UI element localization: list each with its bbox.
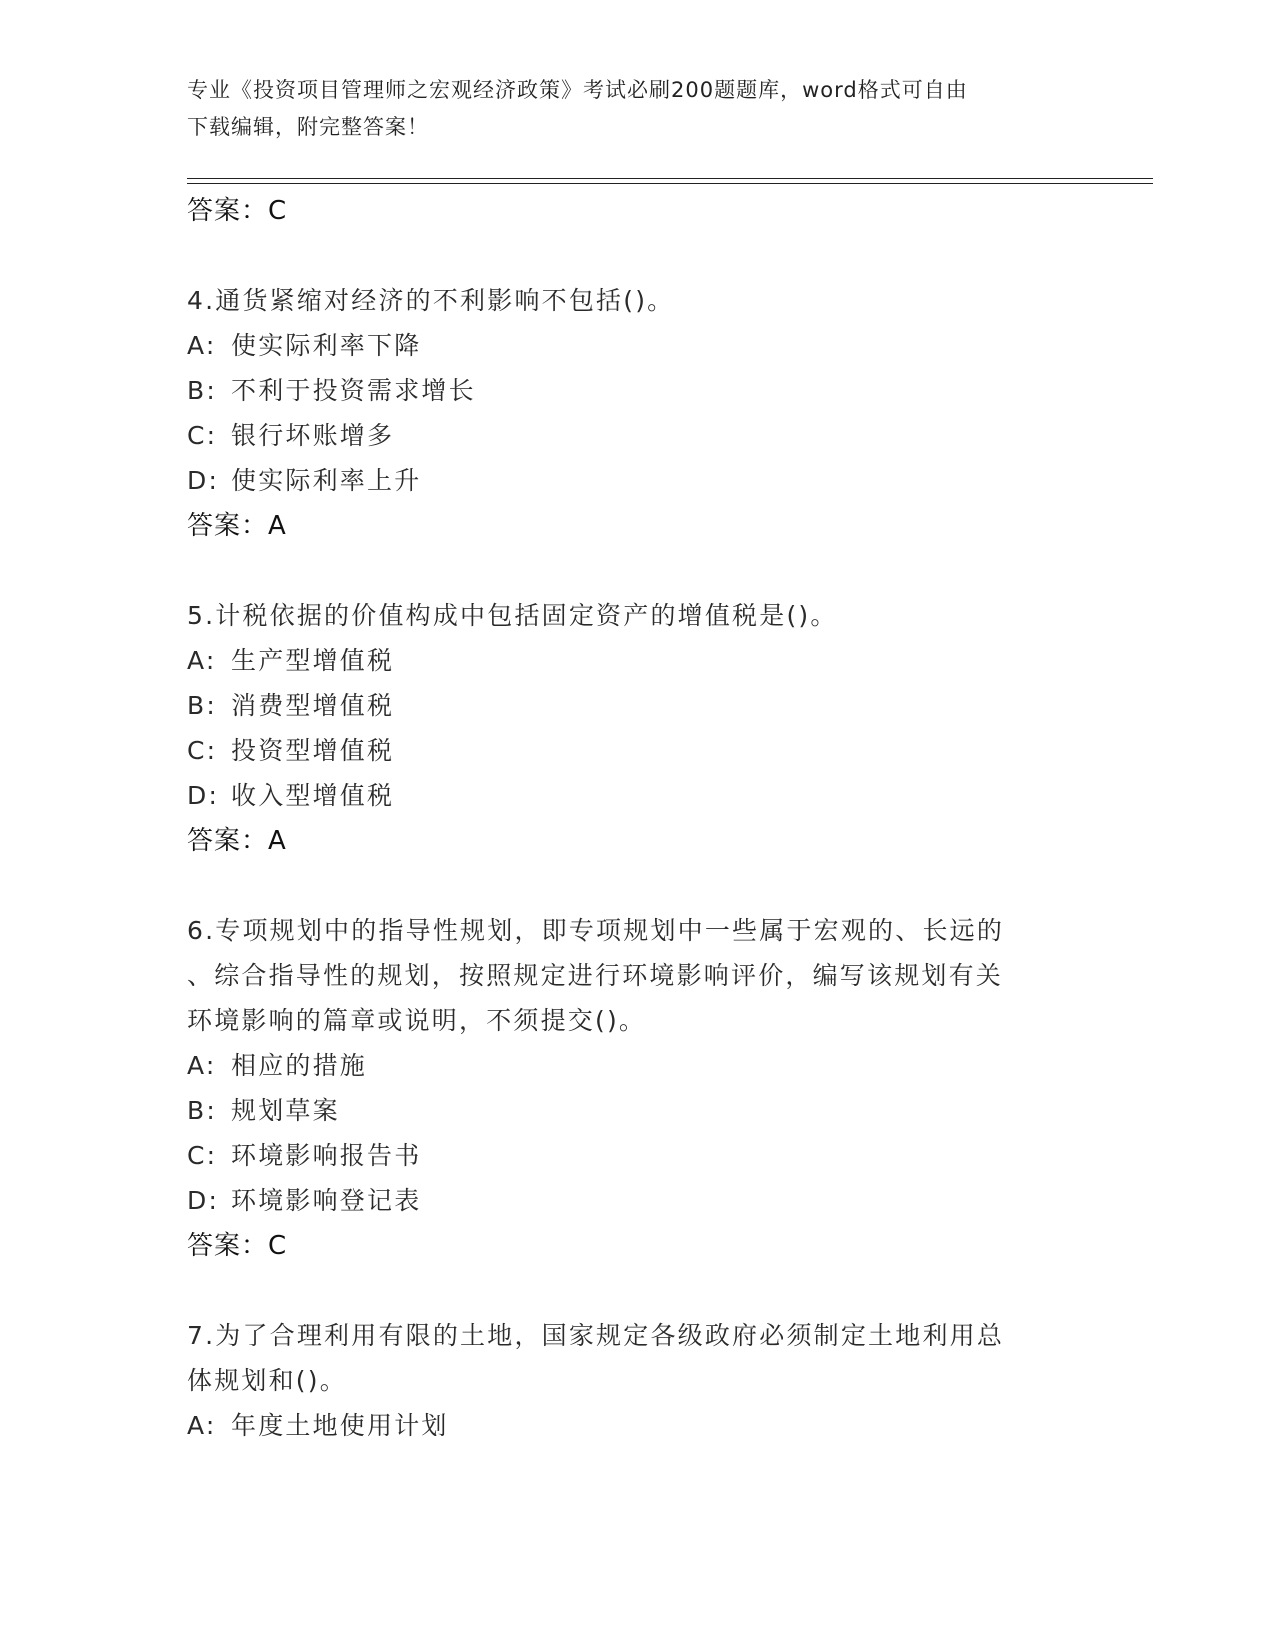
question-6: [187, 908, 1087, 1269]
option-letter: B:: [187, 376, 217, 405]
option-c: [187, 1133, 1087, 1178]
option-a: [187, 1403, 1087, 1448]
option-letter: D:: [187, 466, 220, 495]
option-text: 使实际利率下降: [231, 331, 422, 360]
option-text: 不利于投资需求增长: [231, 376, 476, 405]
answer-line: 答案：A: [187, 511, 287, 541]
option-d: [187, 773, 1087, 818]
question-line: 体规划和()。: [187, 1366, 347, 1395]
question-text: [187, 278, 1067, 323]
option-text: 规划草案: [231, 1096, 340, 1125]
header-line-1: 专业《投资项目管理师之宏观经济政策》考试必刷200题题库，word格式可自由: [187, 78, 968, 102]
option-text: 收入型增值税: [231, 781, 395, 810]
question-7: [187, 1313, 1087, 1448]
option-letter: A:: [187, 331, 217, 360]
answer-line: 答案：A: [187, 826, 287, 856]
option-b: [187, 1088, 1087, 1133]
option-text: 相应的措施: [231, 1051, 368, 1080]
option-c: [187, 413, 1087, 458]
question-text: [187, 908, 1067, 1043]
option-d: [187, 1178, 1087, 1223]
option-b: [187, 683, 1087, 728]
question-4: [187, 278, 1087, 549]
option-letter: A:: [187, 1051, 217, 1080]
option-letter: A:: [187, 646, 217, 675]
question-line: 7.为了合理利用有限的土地，国家规定各级政府必须制定土地利用总: [187, 1321, 1005, 1350]
option-d: [187, 458, 1087, 503]
option-letter: A:: [187, 1411, 217, 1440]
question-line: 、综合指导性的规划，按照规定进行环境影响评价，编写该规划有关: [187, 961, 1004, 990]
question-5: [187, 593, 1087, 864]
option-a: [187, 638, 1087, 683]
option-letter: D:: [187, 1186, 220, 1215]
question-line: 4.通货紧缩对经济的不利影响不包括()。: [187, 286, 675, 315]
option-a: [187, 1043, 1087, 1088]
option-text: 使实际利率上升: [231, 466, 422, 495]
option-text: 消费型增值税: [231, 691, 395, 720]
question-text: [187, 1313, 1067, 1403]
option-text: 环境影响报告书: [231, 1141, 422, 1170]
option-text: 环境影响登记表: [231, 1186, 422, 1215]
option-letter: B:: [187, 1096, 217, 1125]
question-line: 环境影响的篇章或说明，不须提交()。: [187, 1006, 647, 1035]
header-divider-top: [187, 178, 1153, 179]
header-divider-bottom: [187, 183, 1153, 184]
answer-line: 答案：C: [187, 196, 288, 226]
answer-line: 答案：C: [187, 1231, 288, 1261]
option-letter: D:: [187, 781, 220, 810]
question-line: 6.专项规划中的指导性规划，即专项规划中一些属于宏观的、长远的: [187, 916, 1005, 945]
option-letter: B:: [187, 691, 217, 720]
option-letter: C:: [187, 1141, 218, 1170]
option-text: 银行坏账增多: [231, 421, 395, 450]
option-b: [187, 368, 1087, 413]
header-line-2: 下载编辑，附完整答案！: [187, 115, 429, 139]
question-line: 5.计税依据的价值构成中包括固定资产的增值税是()。: [187, 601, 838, 630]
question-list: [187, 188, 1087, 1448]
document-header: [187, 72, 1067, 146]
option-letter: C:: [187, 736, 218, 765]
option-letter: C:: [187, 421, 218, 450]
question-text: [187, 593, 1067, 638]
option-text: 投资型增值税: [231, 736, 395, 765]
option-text: 年度土地使用计划: [231, 1411, 449, 1440]
option-text: 生产型增值税: [231, 646, 395, 675]
option-c: [187, 728, 1087, 773]
option-a: [187, 323, 1087, 368]
